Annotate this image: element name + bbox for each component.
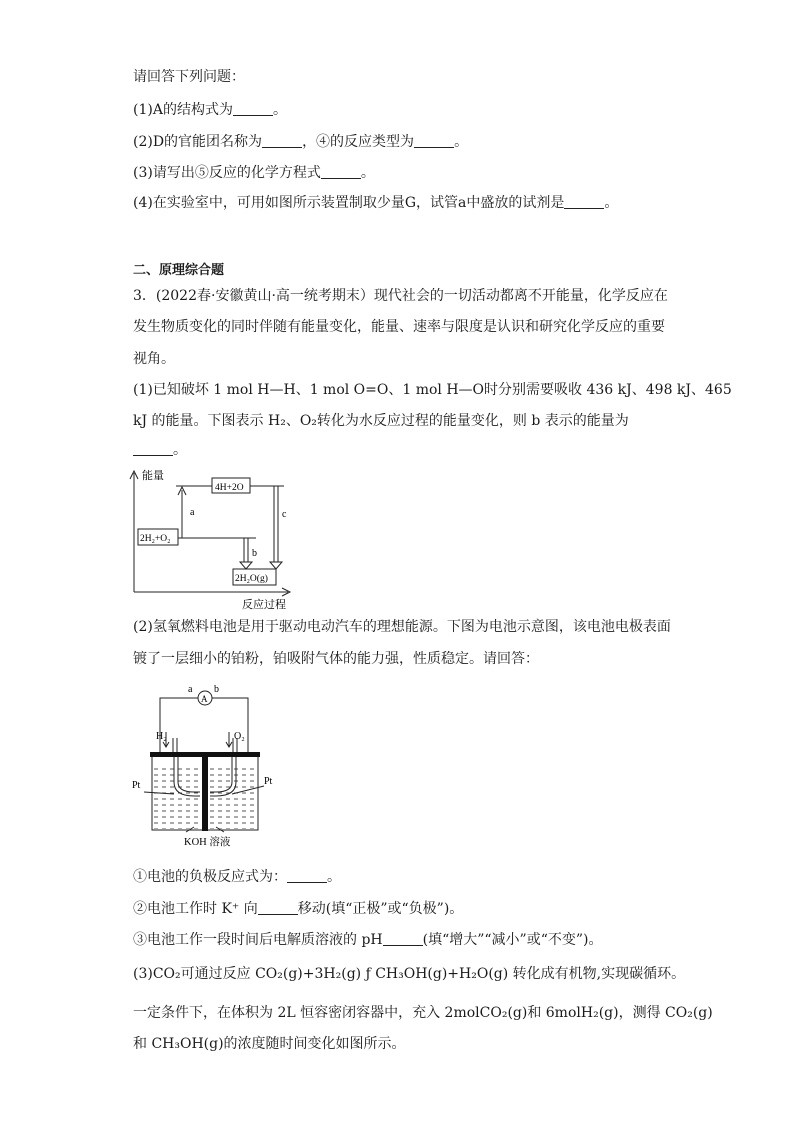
arrow-a-label: a [190, 507, 195, 518]
question-3-part-2-sub-2: ②电池工作时 K⁺ 向 移动(填“正极”或“负极”)。 [133, 901, 464, 917]
arrow-c-label: c [282, 509, 287, 520]
section-heading: 二、原理综合题 [133, 263, 225, 278]
pt-left-label: Pt [132, 780, 141, 791]
terminal-a-label: a [188, 684, 193, 695]
o2-label: O₂ [234, 731, 245, 742]
answer-blank[interactable] [258, 900, 298, 915]
answer-blank[interactable] [321, 164, 361, 179]
answer-blank[interactable] [262, 133, 302, 148]
question-3-text: 视角。 [133, 351, 175, 367]
question-3-part-3: 一定条件下，在体积为 2L 恒容密闭容器中，充入 2molCO₂(g)和 6molH₂(g)，测得 CO₂(g) [133, 1005, 713, 1021]
h2-label: H₂ [156, 731, 167, 742]
arrow-b-label: b [252, 548, 257, 559]
question-2-part-2: (2)D的官能团名称为 ，④的反应类型为 。 [133, 134, 469, 150]
left-box-label: 2H₂+O₂ [140, 534, 171, 544]
bottom-box-label: 2H₂O(g) [235, 574, 268, 584]
question-3-part-1: (1)已知破坏 1 mol H—H、1 mol O=O、1 mol H—O时分别需要吸收 436 kJ、498 kJ、465 [133, 382, 732, 398]
y-axis-label: 能量 [142, 470, 164, 482]
question-3-text: 3．(2022春·安徽黄山·高一统考期末）现代社会的一切活动都离不开能量，化学反应在 [133, 288, 668, 304]
question-3-part-2-sub-1: ①电池的负极反应式为： 。 [133, 869, 341, 885]
answer-blank[interactable] [233, 101, 273, 116]
answer-blank[interactable] [133, 441, 173, 456]
question-3-part-2: (2)氢氧燃料电池是用于驱动电动汽车的理想能源。下图为电池示意图，该电池电极表面 [133, 619, 671, 635]
answer-blank[interactable] [287, 868, 327, 883]
pt-right-label: Pt [264, 776, 273, 787]
answer-blank[interactable] [564, 194, 604, 209]
question-3-part-2-sub-3: ③电池工作一段时间后电解质溶液的 pH (填“增大”“减小”或“不变”)。 [133, 932, 603, 948]
question-3-part-1-answer: 。 [133, 441, 187, 459]
x-axis-label: 反应过程 [242, 599, 286, 611]
instruction-text: 请回答下列问题： [133, 69, 245, 85]
question-2-part-3: (3)请写出⑤反应的化学方程式 。 [133, 165, 375, 181]
terminal-b-label: b [214, 684, 219, 695]
question-3-text: 发生物质变化的同时伴随有能量变化，能量、速率与限度是认识和研究化学反应的重要 [133, 319, 665, 335]
question-3-part-3: (3)CO₂可通过反应 CO₂(g)+3H₂(g) ƒ CH₃OH(g)+H₂O(g) 转化成有机物,实现碳循环。 [133, 966, 686, 982]
fuel-cell-diagram [130, 682, 290, 850]
question-3-part-2: 镀了一层细小的铂粉，铂吸附气体的能力强，性质稳定。请回答： [133, 651, 539, 667]
answer-blank[interactable] [383, 931, 423, 946]
electrolyte-label: KOH 溶液 [184, 837, 231, 848]
separator-membrane [202, 752, 208, 831]
question-2-part-1: (1)A的结构式为 。 [133, 102, 287, 118]
ammeter-label: A [201, 694, 208, 704]
question-3-part-1: kJ 的能量。下图表示 H₂、O₂转化为水反应过程的能量变化，则 b 表示的能量为 [133, 413, 629, 429]
energy-diagram [120, 465, 300, 615]
top-box-label: 4H+2O [215, 483, 244, 493]
answer-blank[interactable] [414, 133, 454, 148]
question-2-part-4: (4)在实验室中，可用如图所示装置制取少量G，试管a中盛放的试剂是 。 [133, 195, 619, 211]
question-3-part-3: 和 CH₃OH(g)的浓度随时间变化如图所示。 [133, 1036, 406, 1052]
